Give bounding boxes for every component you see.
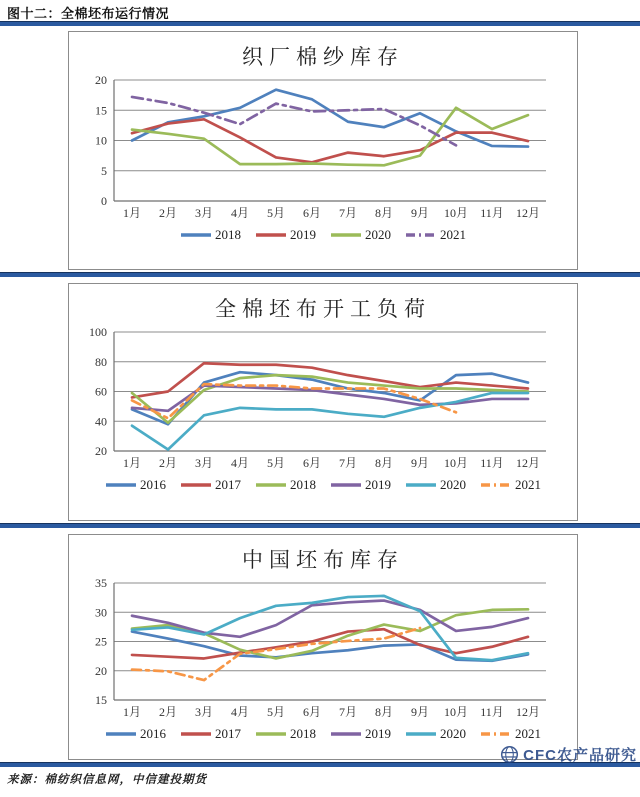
series-line-2021 [132, 628, 420, 680]
legend-item-2021 [480, 477, 541, 493]
legend-item-2016 [105, 726, 166, 742]
x-tick-label: 5月 [266, 705, 286, 719]
source-note: 来源：棉纺织信息网，中信建投期货 [7, 774, 207, 786]
x-tick-label: 4月 [230, 705, 250, 719]
legend-item-2018 [255, 477, 316, 493]
x-tick-label: 11月 [480, 456, 504, 470]
x-tick-label: 9月 [410, 705, 430, 719]
x-tick-label: 11月 [480, 206, 504, 220]
legend-item-2017 [180, 477, 241, 493]
x-tick-label: 7月 [338, 456, 358, 470]
x-tick-label: 2月 [158, 206, 178, 220]
legend-item-2018 [180, 227, 241, 243]
legend-line-sample [255, 730, 287, 738]
figure-caption: 图十二：全棉坯布运行情况 [7, 6, 170, 21]
legend-item-2019 [255, 227, 316, 243]
x-tick-label: 8月 [374, 456, 394, 470]
x-tick-label: 1月 [122, 206, 142, 220]
x-tick-label: 10月 [443, 206, 469, 220]
legend-item-2021 [480, 726, 541, 742]
legend-line-sample [480, 481, 512, 489]
legend-item-2021 [405, 227, 466, 243]
legend-item-2020 [405, 726, 466, 742]
x-tick-label: 10月 [443, 456, 469, 470]
legend-label: 2016 [140, 726, 166, 741]
y-tick-label: 15 [95, 103, 107, 118]
x-tick-label: 10月 [443, 705, 469, 719]
x-tick-label: 8月 [374, 206, 394, 220]
chart-title-operating-load: 全棉坯布开工负荷 [215, 297, 431, 321]
watermark-text: CFC农产品研究 [523, 747, 637, 764]
x-tick-label: 2月 [158, 456, 178, 470]
y-tick-label: 5 [101, 163, 107, 178]
y-tick-label: 30 [95, 605, 107, 620]
x-tick-label: 12月 [515, 705, 541, 719]
y-tick-label: 60 [95, 384, 107, 399]
operating-load-chart [70, 325, 576, 475]
chart-box-greige-inventory [68, 534, 578, 760]
legend-line-sample [330, 481, 362, 489]
legend-label: 2018 [290, 477, 316, 492]
x-tick-label: 3月 [194, 705, 214, 719]
legend-operating-load [98, 477, 548, 493]
x-tick-label: 6月 [302, 456, 322, 470]
chart-box-operating-load [68, 283, 578, 521]
y-tick-label: 20 [95, 663, 107, 678]
x-tick-label: 5月 [266, 206, 286, 220]
legend-line-sample [405, 481, 437, 489]
legend-label: 2021 [515, 726, 541, 741]
x-tick-label: 7月 [338, 206, 358, 220]
greige-inventory-chart [70, 576, 576, 724]
legend-item-2020 [330, 227, 391, 243]
x-tick-label: 9月 [410, 206, 430, 220]
x-tick-label: 5月 [266, 456, 286, 470]
legend-label: 2018 [215, 227, 241, 242]
legend-label: 2020 [365, 227, 391, 242]
x-tick-label: 8月 [374, 705, 394, 719]
x-tick-label: 2月 [158, 705, 178, 719]
legend-item-2017 [180, 726, 241, 742]
y-tick-label: 100 [89, 325, 107, 339]
chart-title-yarn-inventory: 织厂棉纱库存 [242, 45, 404, 69]
y-tick-label: 0 [101, 194, 107, 208]
y-tick-label: 20 [95, 73, 107, 87]
legend-line-sample [180, 231, 212, 239]
legend-item-2020 [405, 477, 466, 493]
legend-label: 2017 [215, 726, 241, 741]
y-tick-label: 25 [95, 634, 107, 649]
legend-line-sample [405, 231, 437, 239]
y-tick-label: 20 [95, 444, 107, 458]
legend-line-sample [480, 730, 512, 738]
x-tick-label: 4月 [230, 206, 250, 220]
x-tick-label: 11月 [480, 705, 504, 719]
legend-label: 2020 [440, 477, 466, 492]
legend-yarn-inventory [173, 227, 473, 243]
legend-label: 2019 [290, 227, 316, 242]
legend-item-2019 [330, 726, 391, 742]
legend-label: 2020 [440, 726, 466, 741]
chart-title-greige-inventory: 中国坯布库存 [242, 548, 404, 572]
chart-box-yarn-inventory [68, 31, 578, 270]
yarn-inventory-chart [70, 73, 576, 225]
legend-label: 2016 [140, 477, 166, 492]
y-tick-label: 15 [95, 693, 107, 707]
legend-line-sample [105, 730, 137, 738]
separator-line-middle-2 [0, 523, 640, 528]
legend-item-2016 [105, 477, 166, 493]
x-tick-label: 7月 [338, 705, 358, 719]
watermark [500, 744, 637, 765]
y-tick-label: 10 [95, 133, 107, 148]
x-tick-label: 1月 [122, 456, 142, 470]
x-tick-label: 12月 [515, 456, 541, 470]
legend-label: 2018 [290, 726, 316, 741]
legend-label: 2021 [440, 227, 466, 242]
separator-line-middle-1 [0, 272, 640, 277]
legend-line-sample [330, 730, 362, 738]
legend-greige-inventory [98, 726, 548, 742]
x-tick-label: 9月 [410, 456, 430, 470]
y-tick-label: 35 [95, 576, 107, 590]
legend-label: 2017 [215, 477, 241, 492]
x-tick-label: 6月 [302, 705, 322, 719]
globe-logo-icon [500, 745, 519, 764]
legend-line-sample [105, 481, 137, 489]
legend-label: 2019 [365, 726, 391, 741]
legend-line-sample [405, 730, 437, 738]
x-tick-label: 6月 [302, 206, 322, 220]
legend-item-2018 [255, 726, 316, 742]
legend-line-sample [255, 231, 287, 239]
x-tick-label: 3月 [194, 456, 214, 470]
legend-line-sample [330, 231, 362, 239]
legend-label: 2021 [515, 477, 541, 492]
x-tick-label: 1月 [122, 705, 142, 719]
legend-line-sample [255, 481, 287, 489]
legend-label: 2019 [365, 477, 391, 492]
x-tick-label: 4月 [230, 456, 250, 470]
legend-item-2019 [330, 477, 391, 493]
legend-line-sample [180, 481, 212, 489]
x-tick-label: 3月 [194, 206, 214, 220]
y-tick-label: 40 [95, 414, 107, 429]
separator-line-top [0, 21, 640, 26]
legend-line-sample [180, 730, 212, 738]
y-tick-label: 80 [95, 354, 107, 369]
x-tick-label: 12月 [515, 206, 541, 220]
